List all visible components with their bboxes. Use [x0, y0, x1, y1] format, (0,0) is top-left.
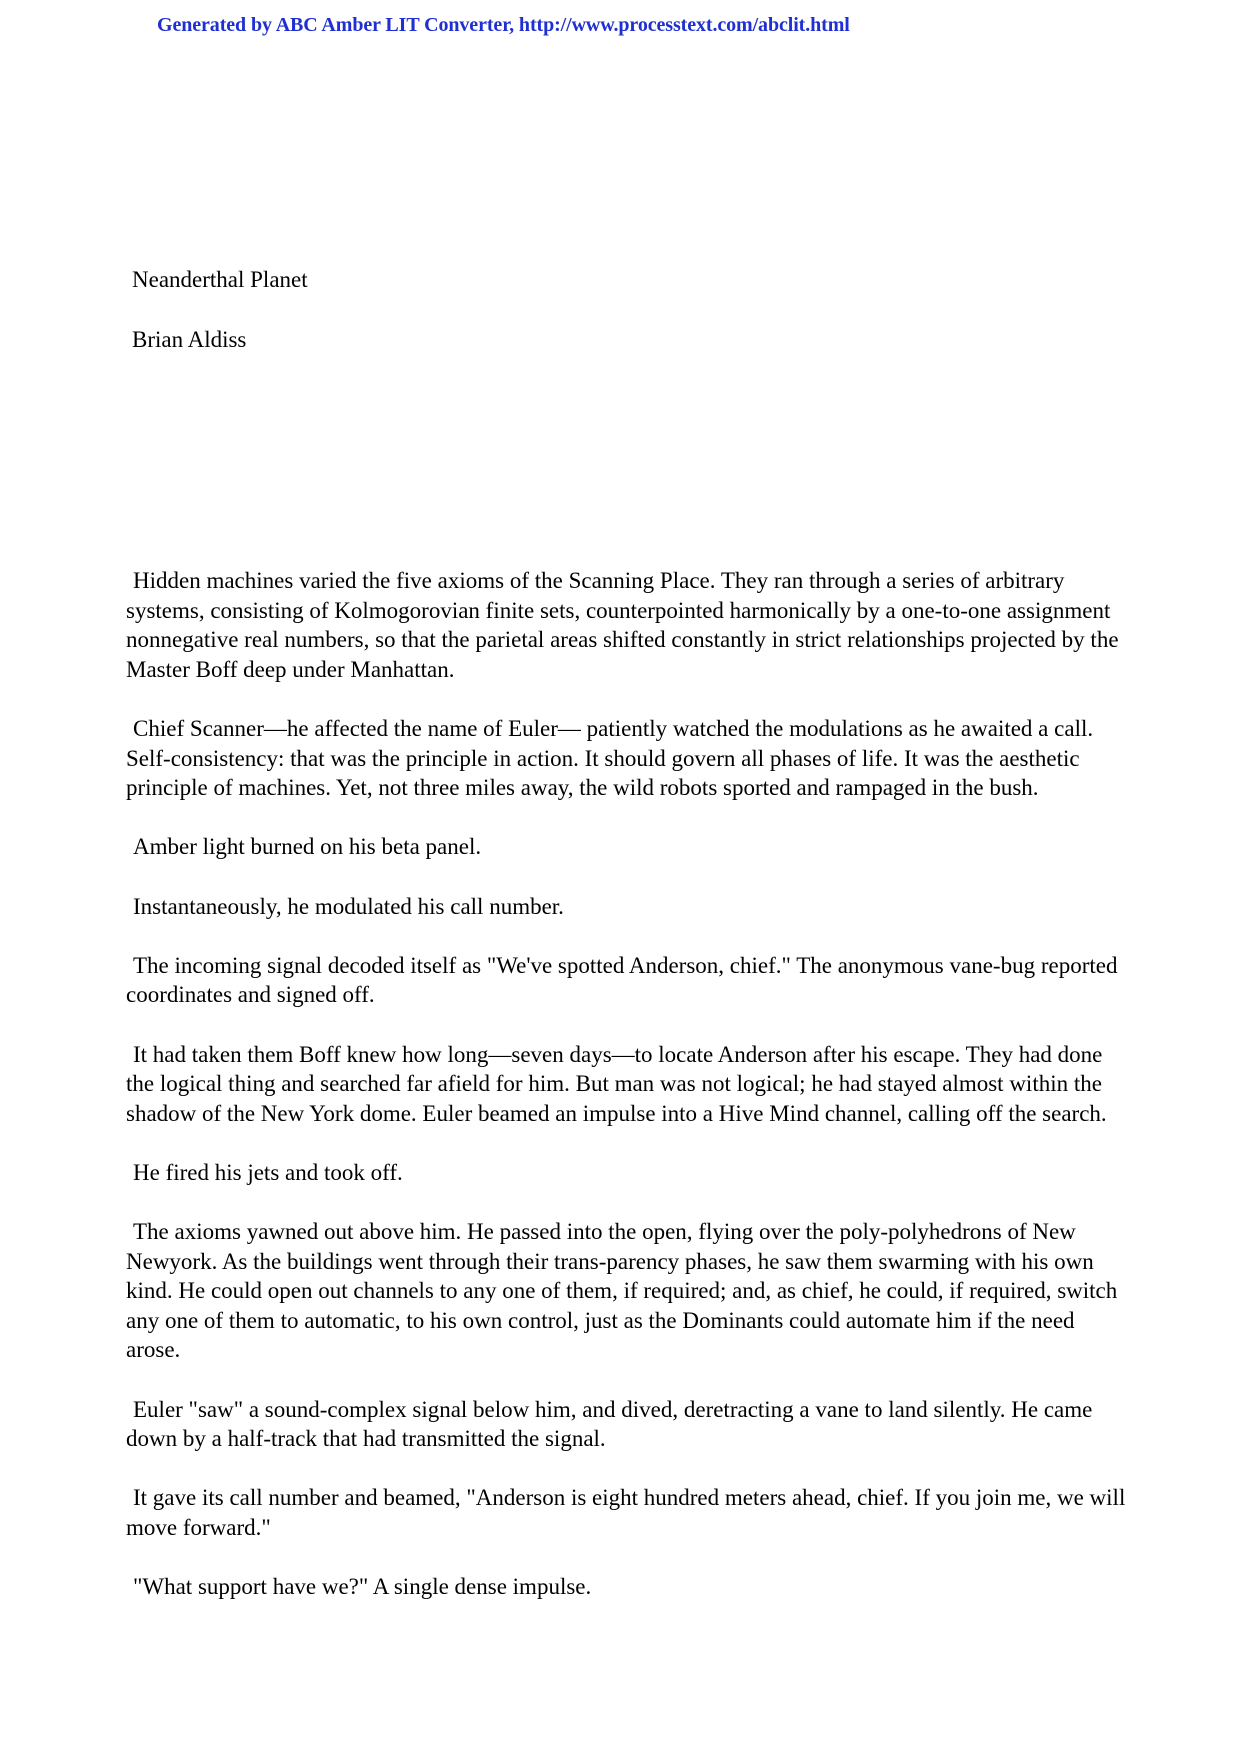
paragraph: Hidden machines varied the five axioms of the Scanning Place. They ran through a series of arbitrary systems, consisting of Kolmogorovian finite sets, counterpointed harmonically by a one-to-one assignment nonnegative real numbers, so that the parietal areas shifted constantly in strict relationships projected by the Master Boff deep under Manhattan. [126, 568, 1119, 682]
paragraph: Instantaneously, he modulated his call number. [133, 893, 564, 919]
document-title: Neanderthal Planet [132, 267, 308, 292]
title-block [132, 265, 308, 385]
paragraph: He fired his jets and took off. [133, 1159, 403, 1185]
paragraph: It had taken them Boff knew how long—seven days—to locate Anderson after his escape. They had done the logical thing and searched far afield for him. But man was not logical; he had stayed almost within the shadow of the New York dome. Euler beamed an impulse into a Hive Mind channel, calling off the search. [126, 1041, 1107, 1126]
paragraph: "What support have we?" A single dense impulse. [133, 1574, 592, 1600]
paragraph: It gave its call number and beamed, "Anderson is eight hundred meters ahead, chief. If you join me, we will move forward." [126, 1485, 1126, 1540]
paragraph: The axioms yawned out above him. He passed into the open, flying over the poly-polyhedrons of New Newyork. As the buildings went through their trans-parency phases, he saw them swarming with his own kind. He could open out channels to any one of them, if required; and, as chief, he could, if required, switch any one of them to automatic, to his own control, just as the Dominants could automate him if the need arose. [126, 1219, 1118, 1363]
paragraph: Euler "saw" a sound-complex signal below him, and dived, deretracting a vane to land silently. He came down by a half-track that had transmitted the signal. [126, 1396, 1093, 1452]
document-author: Brian Aldiss [132, 327, 247, 352]
converter-banner: Generated by ABC Amber LIT Converter, http://www.processtext.com/abclit.html [157, 14, 850, 36]
paragraph: The incoming signal decoded itself as "We've spotted Anderson, chief." The anonymous vane-bug reported coordinates and signed off. [126, 952, 1118, 1008]
story-body [126, 566, 1126, 1631]
paragraph: Amber light burned on his beta panel. [133, 834, 482, 860]
paragraph: Chief Scanner—he affected the name of Euler— patiently watched the modulations as he awaited a call. Self-consistency: that was the principle in action. It should govern all phases of life. It was the aesthetic principle of machines. Yet, not three miles away, the wild robots sported and rampaged in the bush. [126, 715, 1094, 801]
